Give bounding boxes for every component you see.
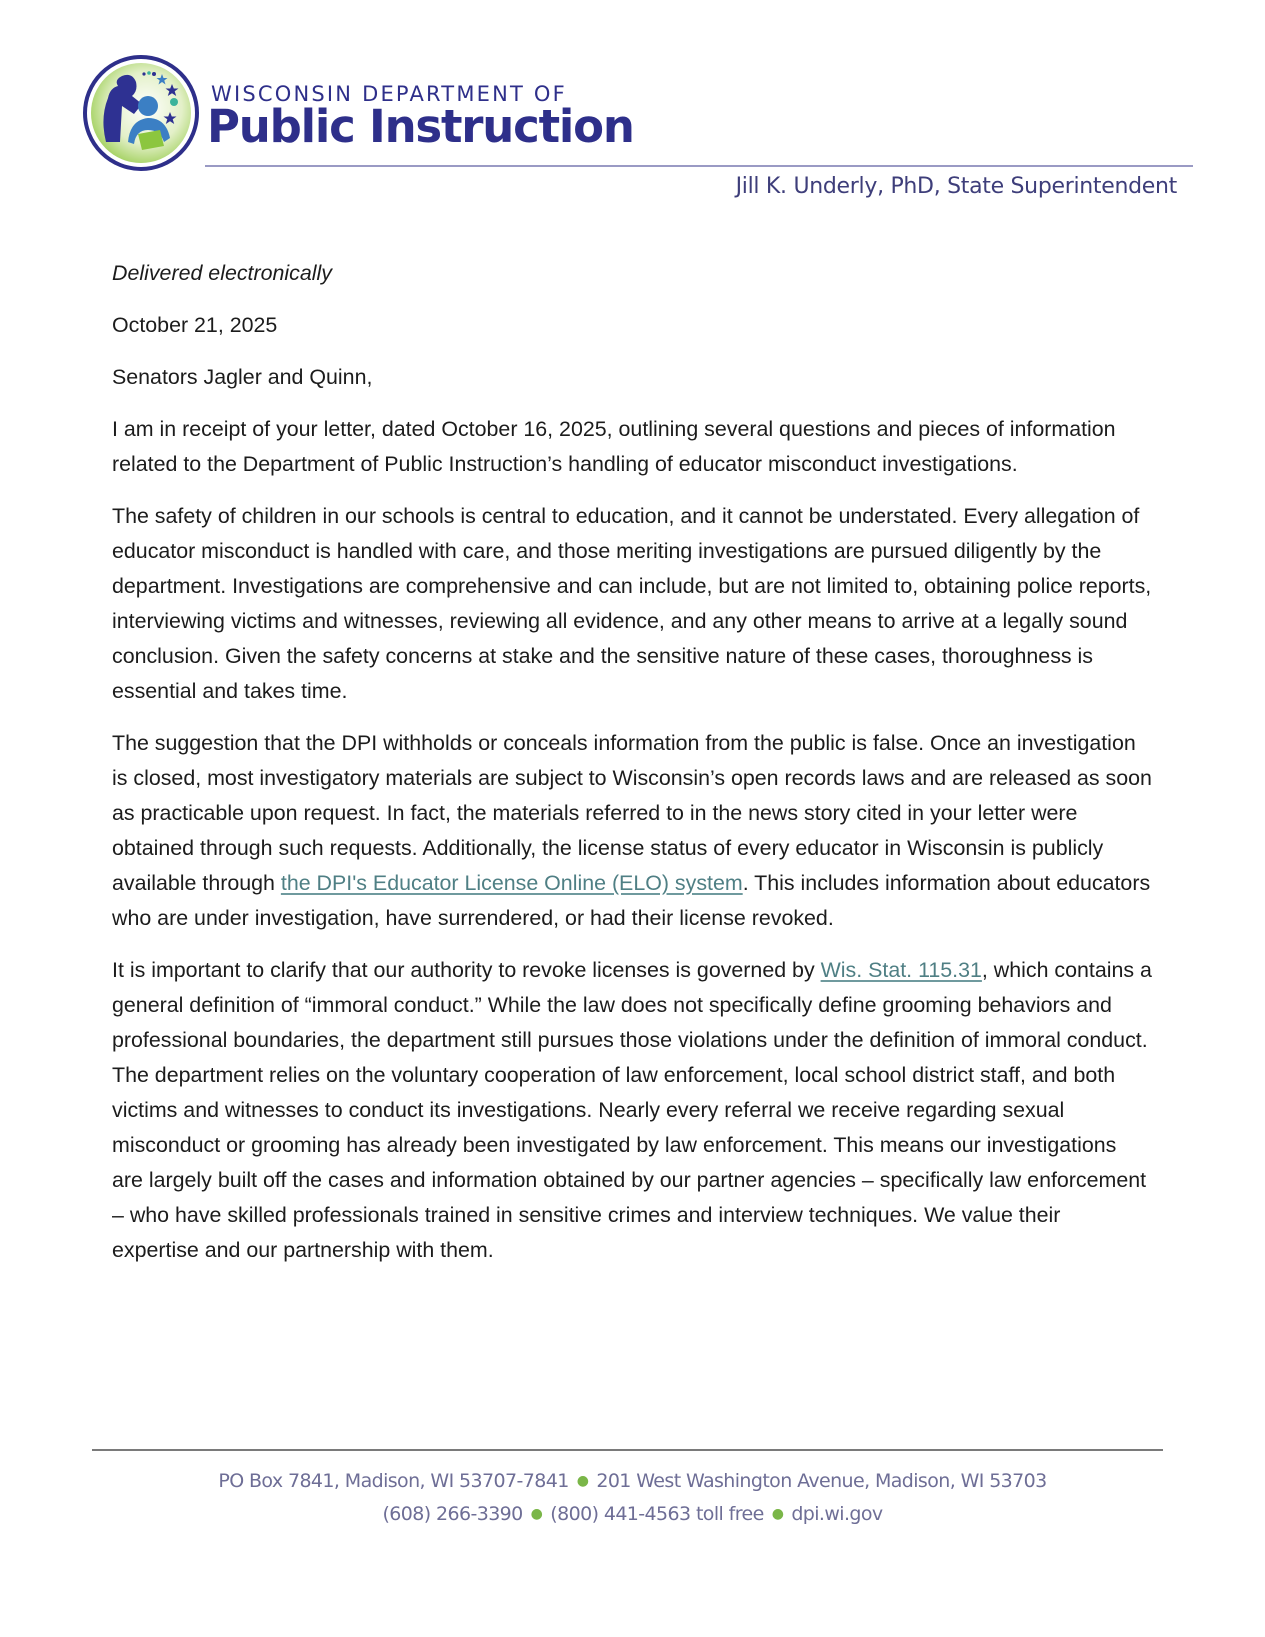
paragraph-text: It is important to clarify that our authority to revoke licenses is governed by [112, 958, 821, 982]
letter-date: October 21, 2025 [112, 313, 278, 337]
org-name-line1: WISCONSIN DEPARTMENT OF [211, 82, 567, 106]
footer-toll-free: (800) 441-4563 toll free [550, 1503, 764, 1525]
paragraph-receipt: I am in receipt of your letter, dated October 16, 2025, outlining several questions and pieces of information related to the Department of Public Instruction’s handling of educator misconduct investigations. [112, 417, 1116, 476]
elo-system-link[interactable]: the DPI's Educator License Online (ELO) system [280, 871, 743, 895]
footer-phone: (608) 266-3390 [382, 1503, 523, 1525]
footer [0, 1466, 1265, 1532]
wis-stat-115-31-link[interactable]: Wis. Stat. 115.31 [820, 958, 982, 982]
header-divider [205, 165, 1193, 167]
delivery-note: Delivered electronically [112, 261, 332, 285]
salutation: Senators Jagler and Quinn, [112, 365, 373, 389]
paragraph-public-records [112, 726, 1152, 936]
footer-po-box: PO Box 7841, Madison, WI 53707-7841 [218, 1470, 569, 1492]
footer-contact-line [0, 1499, 1265, 1532]
footer-address-line [0, 1466, 1265, 1499]
paragraph-text: , which contains a general definition of “immoral conduct.” While the law does not specifically define grooming behaviors and professional boundaries, the department still pursues those violations under the definition of immoral conduct. The department relies on the voluntary cooperation of law enforcement, local school district staff, and both victims and witnesses to conduct its investigations. Nearly every referral we receive regarding sexual misconduct or grooming has already been investigated by law enforcement. This means our investigations are largely built off the cases and information obtained by our partner agencies – specifically law enforcement – who have skilled professionals trained in sensitive crimes and interview techniques. We value their expertise and our partnership with them. [112, 958, 1152, 1262]
bullet-separator-icon: ● [771, 1506, 784, 1522]
dpi-logo-icon [82, 54, 200, 172]
bullet-separator-icon: ● [530, 1506, 543, 1522]
footer-divider [92, 1449, 1163, 1451]
paragraph-text: . This includes information about educators who are under investigation, have surrendered, or had their license revoked. [112, 871, 1151, 930]
paragraph-authority [112, 953, 1152, 1268]
letterhead [0, 0, 1265, 220]
org-name-line2: Public Instruction [207, 100, 634, 153]
paragraph-safety: The safety of children in our schools is central to education, and it cannot be understated. Every allegation of educator misconduct is handled with care, and those meriting investigations are pursued diligently by the department. Investigations are comprehensive and can include, but are not limited to, obtaining police reports, interviewing victims and witnesses, reviewing all evidence, and any other means to arrive at a legally sound conclusion. Given the safety concerns at stake and the sensitive nature of these cases, thoroughness is essential and takes time. [112, 504, 1152, 703]
superintendent-name: Jill K. Underly, PhD, State Superintendent [735, 174, 1177, 199]
paragraph-text: The suggestion that the DPI withholds or conceals information from the public is false. Once an investigation is closed, most investigatory materials are subject to Wisconsin’s open records laws and are released as soon as practicable upon request. In fact, the materials referred to in the news story cited in your letter were obtained through such requests. Additionally, the license status of every educator in Wisconsin is publicly available through [112, 731, 1152, 895]
bullet-separator-icon: ● [576, 1473, 589, 1489]
footer-street-address: 201 West Washington Avenue, Madison, WI 53703 [596, 1470, 1047, 1492]
letter-body [112, 256, 1152, 1285]
footer-website: dpi.wi.gov [791, 1503, 883, 1525]
